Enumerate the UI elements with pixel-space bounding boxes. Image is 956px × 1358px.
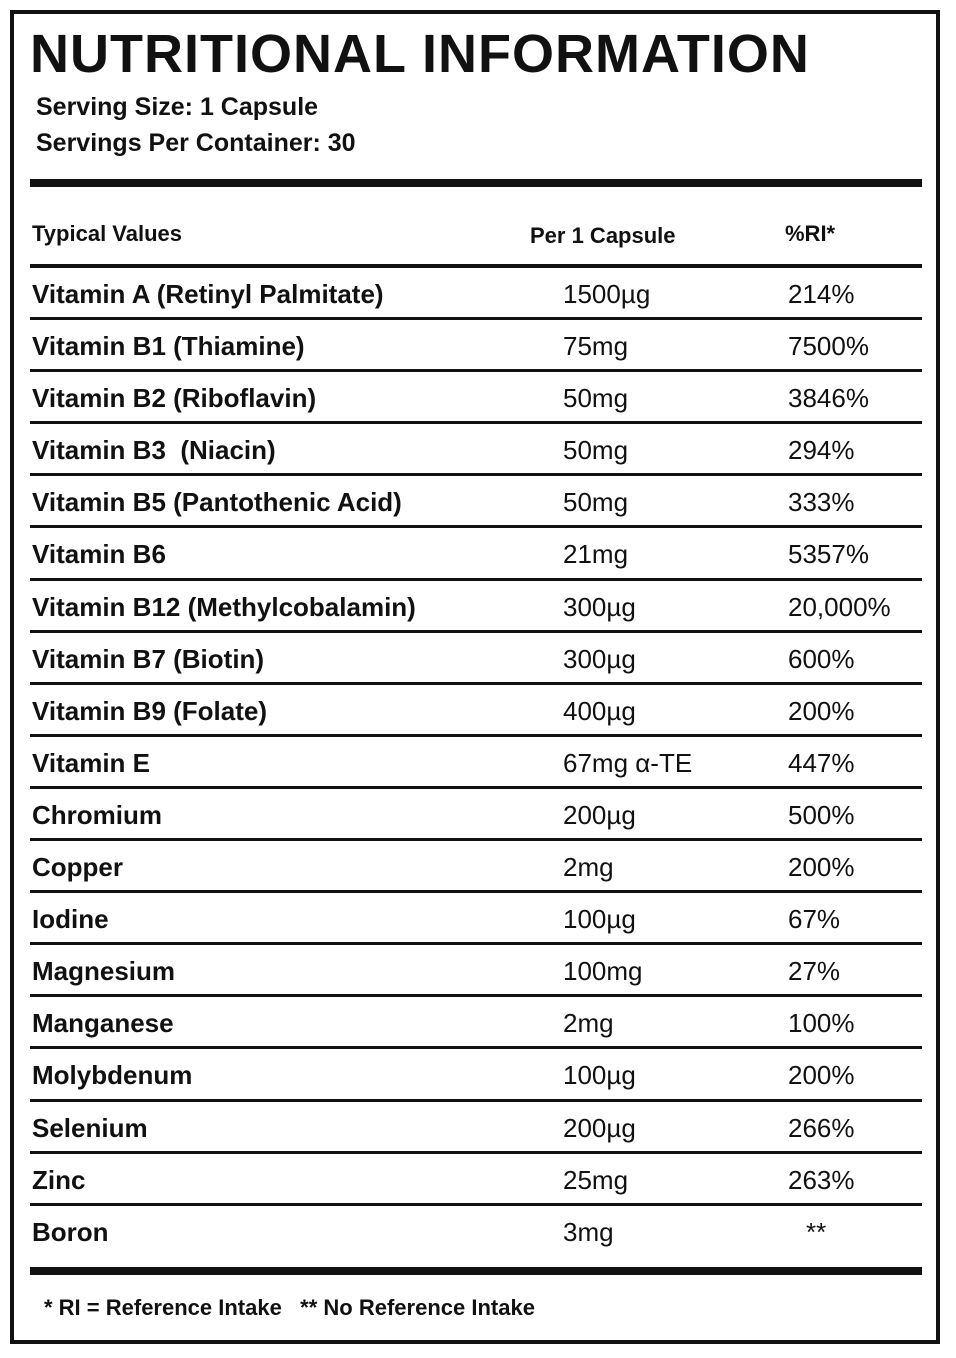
nutrient-amount: 75mg	[563, 331, 629, 362]
nutrient-amount: 50mg	[563, 435, 629, 466]
nutrient-name: Vitamin E	[32, 747, 151, 778]
nutrient-ri: 7500%	[788, 331, 869, 362]
nutrient-amount: 2mg	[563, 1008, 614, 1039]
table-row	[30, 372, 922, 424]
table-row	[30, 1154, 922, 1206]
nutrient-ri: 500%	[788, 799, 855, 830]
nutrient-ri: 27%	[788, 956, 841, 987]
table-row	[30, 633, 922, 685]
nutrient-ri: 200%	[788, 1060, 855, 1091]
nutrient-ri: 447%	[788, 747, 855, 778]
table-row	[30, 320, 922, 372]
nutrient-amount: 21mg	[563, 539, 629, 570]
servings-per-container: Servings Per Container: 30	[36, 129, 356, 157]
table-row	[30, 737, 922, 789]
table-row	[30, 685, 922, 737]
nutrient-amount: 100mg	[563, 956, 643, 987]
table-row	[30, 528, 922, 580]
nutrient-ri: 20,000%	[788, 591, 891, 622]
nutrient-ri: 100%	[788, 1008, 855, 1039]
nutrient-name: Vitamin B6	[32, 539, 166, 570]
column-header-ri: %RI*	[785, 221, 836, 246]
nutrient-ri: 600%	[788, 643, 855, 674]
table-row	[30, 1049, 922, 1101]
nutrient-name: Selenium	[32, 1112, 148, 1143]
footnote: * RI = Reference Intake ** No Reference Intake	[44, 1295, 535, 1320]
nutrient-ri: **	[806, 1216, 827, 1247]
panel-title: NUTRITIONAL INFORMATION	[30, 24, 810, 84]
nutrient-amount: 50mg	[563, 487, 629, 518]
nutrient-ri: 263%	[788, 1164, 855, 1195]
nutrient-name: Vitamin B7 (Biotin)	[32, 643, 265, 674]
nutrient-amount: 67mg α-TE	[563, 747, 693, 778]
nutrient-name: Vitamin B2 (Riboflavin)	[32, 383, 317, 414]
nutrient-name: Zinc	[32, 1164, 86, 1195]
nutrient-ri: 333%	[788, 487, 855, 518]
nutrient-amount: 300µg	[563, 643, 636, 674]
nutrient-name: Vitamin B1 (Thiamine)	[32, 331, 305, 362]
nutrient-name: Vitamin B3 (Niacin)	[32, 435, 276, 466]
nutrient-amount: 1500µg	[563, 279, 651, 309]
nutrient-name: Iodine	[32, 904, 109, 935]
nutrient-name: Magnesium	[32, 956, 176, 987]
serving-size: Serving Size: 1 Capsule	[36, 93, 319, 121]
nutrient-name: Copper	[32, 852, 123, 883]
nutrient-ri: 266%	[788, 1112, 855, 1143]
nutrient-amount: 200µg	[563, 1112, 636, 1143]
nutrient-amount: 2mg	[563, 852, 614, 883]
table-row	[30, 841, 922, 893]
nutrient-name: Manganese	[32, 1008, 174, 1039]
table-row	[30, 997, 922, 1049]
nutrient-amount: 300µg	[563, 591, 636, 622]
nutrient-name: Vitamin B9 (Folate)	[32, 695, 268, 726]
nutrient-ri: 5357%	[788, 539, 869, 570]
column-header-amount: Per 1 Capsule	[530, 223, 676, 248]
table-row	[30, 1102, 922, 1154]
table-row	[30, 893, 922, 945]
nutrient-name: Vitamin B5 (Pantothenic Acid)	[32, 487, 402, 518]
bottom-divider	[30, 1267, 922, 1275]
table-row	[30, 789, 922, 841]
nutrient-name: Boron	[32, 1216, 109, 1247]
nutrient-amount: 100µg	[563, 1060, 636, 1091]
top-divider	[30, 179, 922, 187]
nutrient-name: Vitamin B12 (Methylcobalamin)	[32, 591, 416, 622]
nutrient-name: Molybdenum	[32, 1060, 193, 1091]
table-row	[30, 581, 922, 633]
nutrient-ri: 294%	[788, 435, 855, 466]
nutrient-table	[30, 268, 922, 1258]
table-row	[30, 476, 922, 528]
table-row	[30, 268, 922, 320]
nutrient-amount: 3mg	[563, 1216, 614, 1247]
nutrient-amount: 25mg	[563, 1164, 629, 1195]
nutrient-name: Vitamin A (Retinyl Palmitate)	[32, 279, 384, 309]
table-row	[30, 945, 922, 997]
nutrient-ri: 200%	[788, 695, 855, 726]
nutrient-amount: 200µg	[563, 799, 636, 830]
table-row	[30, 1206, 922, 1258]
column-header-nutrient: Typical Values	[32, 221, 183, 246]
nutrient-amount: 400µg	[563, 695, 636, 726]
nutrient-ri: 3846%	[788, 383, 869, 414]
nutrient-amount: 100µg	[563, 904, 636, 935]
table-row	[30, 424, 922, 476]
nutrient-name: Chromium	[32, 799, 162, 830]
nutrient-amount: 50mg	[563, 383, 629, 414]
nutrient-ri: 214%	[788, 279, 855, 309]
nutrient-ri: 200%	[788, 852, 855, 883]
nutrient-ri: 67%	[788, 904, 841, 935]
